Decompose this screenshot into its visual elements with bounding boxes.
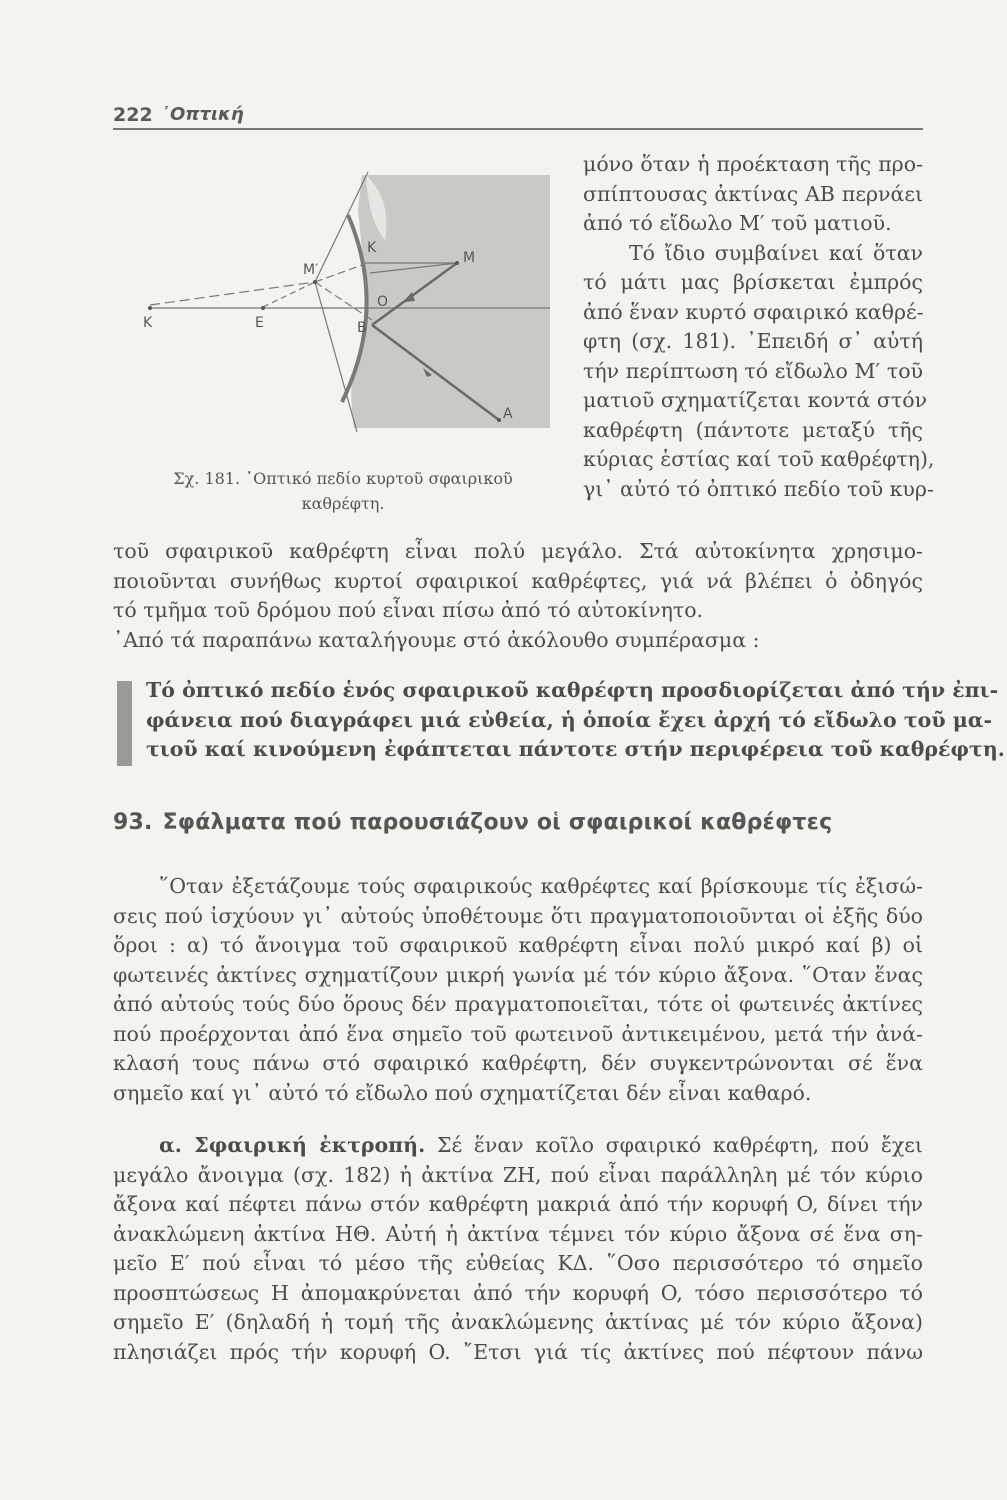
text-line: ματιοῦ σχηματίζεται κοντά στόν xyxy=(583,388,928,412)
text-line: πού προέρχονται ἀπό ἕνα σημεῖο τοῦ φωτεινοῦ ἀντικειμένου, μετά τήν ἀνά- xyxy=(113,1021,923,1046)
figure-181-diagram xyxy=(130,170,560,440)
text-line: καθρέφτη (πάντοτε μεταξύ τῆς xyxy=(583,417,923,442)
point-label-o-vertex: O xyxy=(377,294,389,310)
point-label-a-source: A xyxy=(503,406,513,422)
point-label-m-prime: M′ xyxy=(303,262,319,278)
text-line: προσπτώσεως H ἀπομακρύνεται ἀπό τήν κορυφή O, τόσο περισσότερο τό xyxy=(113,1280,923,1305)
text-line: φτη (σχ. 181). ᾿Επειδή σ᾿ αὐτή xyxy=(583,329,923,353)
text-line: ποιοῦνται συνήθως κυρτοί σφαιρικοί καθρέφτες, γιά νά βλέπει ὁ ὀδηγός xyxy=(113,568,923,593)
point-label-k-center: K xyxy=(143,315,153,331)
text-line: σεις πού ἰσχύουν γι᾿ αὐτούς ὑποθέτουμε ὅτι πραγματοποιοῦνται οἱ ἑξῆς δύο xyxy=(113,903,923,928)
text-line: ἄξονα καί πέφτει πάνω στόν καθρέφτη μακριά ἀπό τήν κορυφή O, δίνει τήν xyxy=(113,1192,923,1216)
paragraph-spherical-aberration xyxy=(113,1131,923,1367)
point-label-b-incidence: B xyxy=(357,320,367,336)
point-label-e-focus: E xyxy=(255,315,264,331)
point-label-m-eye: M xyxy=(463,250,476,266)
convex-mirror-diagram-icon xyxy=(130,170,560,440)
caption-line-2: καθρέφτη. xyxy=(301,494,385,513)
text-line: τό μάτι μας βρίσκεται ἐμπρός xyxy=(583,270,923,294)
page-header xyxy=(113,100,923,130)
text-line: μεῖο E′ πού εἶναι τό μέσο τῆς εὐθείας KΔ. ῞Οσο περισσότερο τό σημεῖο xyxy=(113,1251,923,1275)
text-line: ἀνακλώμενη ἀκτίνα HΘ. Αὐτή ἡ ἀκτίνα τέμνει τόν κύριο ἄξονα σέ ἕνα ση- xyxy=(113,1221,923,1246)
section-number: 93. xyxy=(113,810,153,835)
running-title: ᾿Οπτική xyxy=(161,104,244,125)
point-label-k-edge: K xyxy=(367,240,377,256)
page-number: 222 xyxy=(113,104,153,126)
paragraph-car-mirrors xyxy=(113,537,923,655)
caption-line-1: Σχ. 181. ᾿Οπτικό πεδίο κυρτοῦ σφαιρικοῦ xyxy=(173,469,513,488)
highlight-bar xyxy=(117,681,132,766)
text-line: ἀπό αὐτούς τούς δύο ὅρους δέν πραγματοποιεῖται, τότε οἱ φωτεινές ἀκτίνες xyxy=(113,992,923,1016)
text-line: πλησιάζει πρός τήν κορυφή O. ῎Ετσι γιά τίς ἀκτίνες πού πέφτουν πάνω xyxy=(113,1339,923,1364)
text-line: Τό ἴδιο συμβαίνει καί ὅταν xyxy=(629,240,923,265)
text-line: τό τμῆμα τοῦ δρόμου πού εἶναι πίσω ἀπό τό αὐτοκίνητο. xyxy=(113,598,704,622)
text-line: ῞Οταν ἐξετάζουμε τούς σφαιρικούς καθρέφτες καί βρίσκουμε τίς ἐξισώ- xyxy=(159,874,923,898)
text-line: τιοῦ καί κινούμενη ἐφάπτεται πάντοτε στήν περιφέρεια τοῦ καθρέφτη. xyxy=(146,737,1005,761)
text-line: σημεῖο E′ (δηλαδή ἡ τομή τῆς ἀνακλώμενης ἀκτίνας μέ τόν κύριο ἄξονα) xyxy=(113,1310,923,1334)
text-line: ἀπό ἕναν κυρτό σφαιρικό καθρέ- xyxy=(583,299,924,324)
section-heading xyxy=(113,810,832,835)
header-rule xyxy=(113,128,923,130)
text-line: γι᾿ αὐτό τό ὀπτικό πεδίο τοῦ κυρ- xyxy=(583,476,934,501)
text-line: φάνεια πού διαγράφει μιά εὐθεία, ἡ ὁποία ἔχει ἀρχή τό εἴδωλο τοῦ μα- xyxy=(146,707,992,732)
conclusion-statement xyxy=(146,676,1005,765)
figure-caption xyxy=(133,466,553,516)
section-title: Σφάλματα πού παρουσιάζουν οἱ σφαιρικοί καθρέφτες xyxy=(162,810,833,835)
text-line: μόνο ὅταν ἡ προέκταση τῆς προ- xyxy=(583,152,923,176)
text-line: μεγάλο ἄνοιγμα (σχ. 182) ἡ ἀκτίνα ZH, πού εἶναι παράλληλη μέ τόν κύριο xyxy=(113,1162,923,1187)
right-column-text xyxy=(583,150,935,504)
text-line: σημεῖο καί γι᾿ αὐτό τό εἴδωλο πού σχηματίζεται δέν εἶναι καθαρό. xyxy=(113,1080,812,1105)
subheading-spherical-aberration: α. Σφαιρική ἐκτροπή. xyxy=(159,1133,426,1157)
text-line: τήν περίπτωση τό εἴδωλο M′ τοῦ xyxy=(583,358,923,383)
paragraph-errors-intro xyxy=(113,872,923,1108)
text-line: φωτεινές ἀκτίνες σχηματίζουν μικρή γωνία μέ τόν κύριο ἄξονα. ῞Οταν ἕνας xyxy=(113,962,923,987)
text-line: ὅροι : α) τό ἄνοιγμα τοῦ σφαιρικοῦ καθρέφτη εἶναι πολύ μικρό καί β) οἱ xyxy=(113,933,923,957)
text-line: ἀπό τό εἴδωλο M′ τοῦ ματιοῦ. xyxy=(583,211,892,235)
text-line: τοῦ σφαιρικοῦ καθρέφτη εἶναι πολύ μεγάλο. Στά αὐτοκίνητα χρησιμο- xyxy=(113,539,923,563)
text-line: Τό ὀπτικό πεδίο ἑνός σφαιρικοῦ καθρέφτη προσδιορίζεται ἀπό τήν ἐπι- xyxy=(146,678,999,702)
text-line: σπίπτουσας ἀκτίνας AB περνάει xyxy=(583,181,923,206)
text-line: ᾿Από τά παραπάνω καταλήγουμε στό ἀκόλουθο συμπέρασμα : xyxy=(113,627,760,652)
text-line: κύριας ἑστίας καί τοῦ καθρέφτη), xyxy=(583,447,935,471)
text-line: κλασή τους πάνω στό σφαιρικό καθρέφτη, δέν συγκεντρώνονται σέ ἕνα xyxy=(113,1051,923,1075)
text-line: α. Σφαιρική ἐκτροπή. Σέ ἕναν κοῖλο σφαιρικό καθρέφτη, πού ἔχει xyxy=(159,1133,923,1157)
